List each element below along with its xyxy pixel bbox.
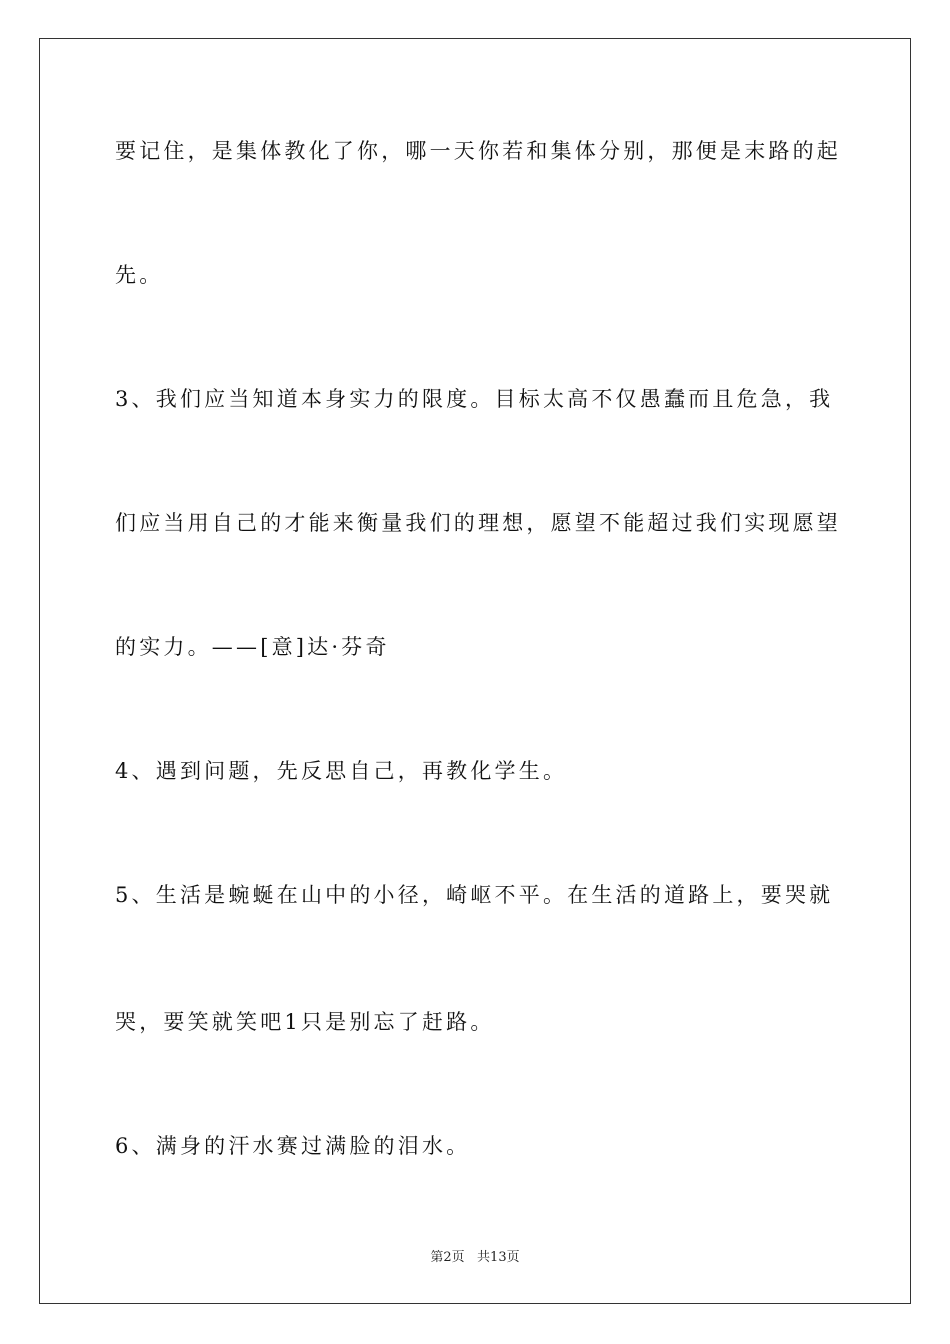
text-line-5: 的实力。——[意]达·芬奇 xyxy=(115,635,390,659)
page-border xyxy=(39,38,911,1304)
text-line-7: 5、生活是蜿蜒在山中的小径，崎岖不平。在生活的道路上，要哭就 xyxy=(115,883,834,907)
text-line-9: 6、满身的汗水赛过满脸的泪水。 xyxy=(115,1134,471,1158)
text-line-6: 4、遇到问题，先反思自己，再教化学生。 xyxy=(115,759,568,783)
text-line-2: 先。 xyxy=(115,263,164,287)
text-line-4: 们应当用自己的才能来衡量我们的理想，愿望不能超过我们实现愿望 xyxy=(115,511,841,535)
text-line-1: 要记住，是集体教化了你，哪一天你若和集体分别，那便是末路的起 xyxy=(115,139,841,163)
text-line-8: 哭，要笑就笑吧1只是别忘了赶路。 xyxy=(115,1010,495,1034)
text-line-3: 3、我们应当知道本身实力的限度。目标太高不仅愚蠢而且危急，我 xyxy=(115,387,834,411)
page-number-footer: 第2页 共13页 xyxy=(430,1250,520,1265)
